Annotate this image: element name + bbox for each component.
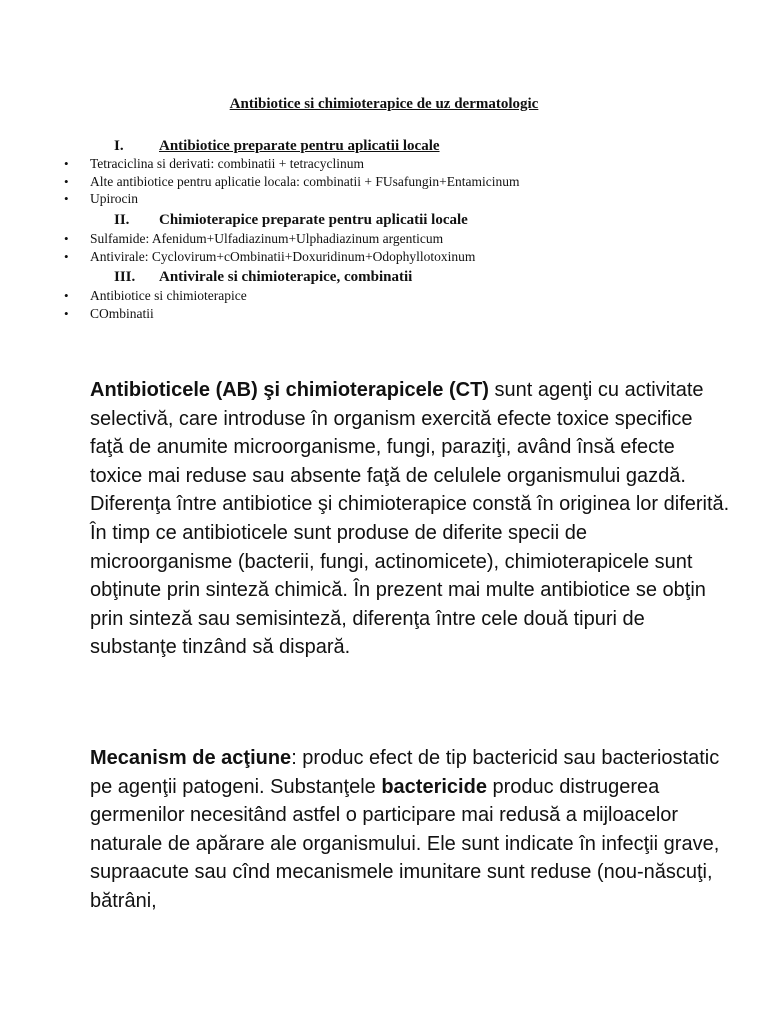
section-heading-2	[114, 211, 468, 229]
section-2-list	[0, 230, 475, 265]
paragraph-antibiotics-definition	[90, 376, 730, 662]
list-item: • Tetraciclina si derivati: combinatii + tetracyclinum	[0, 155, 519, 173]
paragraph-text: : produc efect de tip bactericid sau bacteriostatic pe agenţii patogeni. Substanţele	[90, 747, 720, 798]
paragraph-text: sunt agenţi cu activitate selectivă, care introduse în organism exercită efecte toxice specifice faţă de anumite microorganisme, fungi, paraziţi, având însă efecte toxice mai reduse sau absente faţă de celulele organismului gazdă. Diferenţa între antibiotice şi chimioterapice constă în originea lor diferită. În timp ce antibioticele sunt produse de diferite specii de microorganisme (bacterii, fungi, actinomicete), chimioterapicele sunt obţinute prin sinteză chimică. În prezent mai multe antibiotice se obţin prin sinteză sau semisinteză, diferenţa între cele două tipuri de substanţe tinzând să dispară.	[90, 379, 730, 659]
term-chemotherapeutics: chimioterapicele (CT)	[285, 379, 489, 401]
list-item: • Sulfamide: Afenidum+Ulfadiazinum+Ulphadiazinum argenticum	[0, 230, 475, 248]
list-item: • Antibiotice si chimioterapice	[0, 287, 247, 305]
section-title: Antibiotice preparate pentru aplicatii locale	[159, 138, 440, 154]
section-heading-3	[114, 268, 412, 286]
section-3-list	[0, 287, 247, 322]
section-heading-1	[114, 137, 440, 155]
section-number: III.	[114, 269, 136, 285]
list-item: • Upirocin	[0, 190, 519, 208]
list-item: • Alte antibiotice pentru aplicatie locala: combinatii + FUsafungin+Entamicinum	[0, 173, 519, 191]
term-antibiotics: Antibioticele (AB)	[90, 379, 258, 401]
list-item: • COmbinatii	[0, 305, 247, 323]
section-title: Chimioterapice preparate pentru aplicatii locale	[159, 212, 468, 228]
paragraph-text: produc distrugerea germenilor necesitând astfel o participare mai redusă a mijloacelor naturale de apărare ale organismului. Ele sunt indicate în infecţii grave, supraacute sau cînd mecanismele imunitare sunt reduse (nou-născuţi, bătrâni,	[90, 775, 720, 912]
term-bactericide: bactericide	[381, 775, 487, 798]
section-1-list	[0, 155, 519, 208]
section-title: Antivirale si chimioterapice, combinatii	[159, 269, 413, 285]
section-number: I.	[114, 138, 124, 154]
term-join: şi	[257, 379, 286, 401]
section-number: II.	[114, 212, 130, 228]
document-title: Antibiotice si chimioterapice de uz dermatologic	[229, 96, 539, 112]
paragraph-mechanism-of-action	[90, 744, 730, 916]
term-mechanism: Mecanism de acţiune	[90, 747, 292, 769]
list-item: • Antivirale: Cyclovirum+cOmbinatii+Doxuridinum+Odophyllotoxinum	[0, 248, 475, 266]
